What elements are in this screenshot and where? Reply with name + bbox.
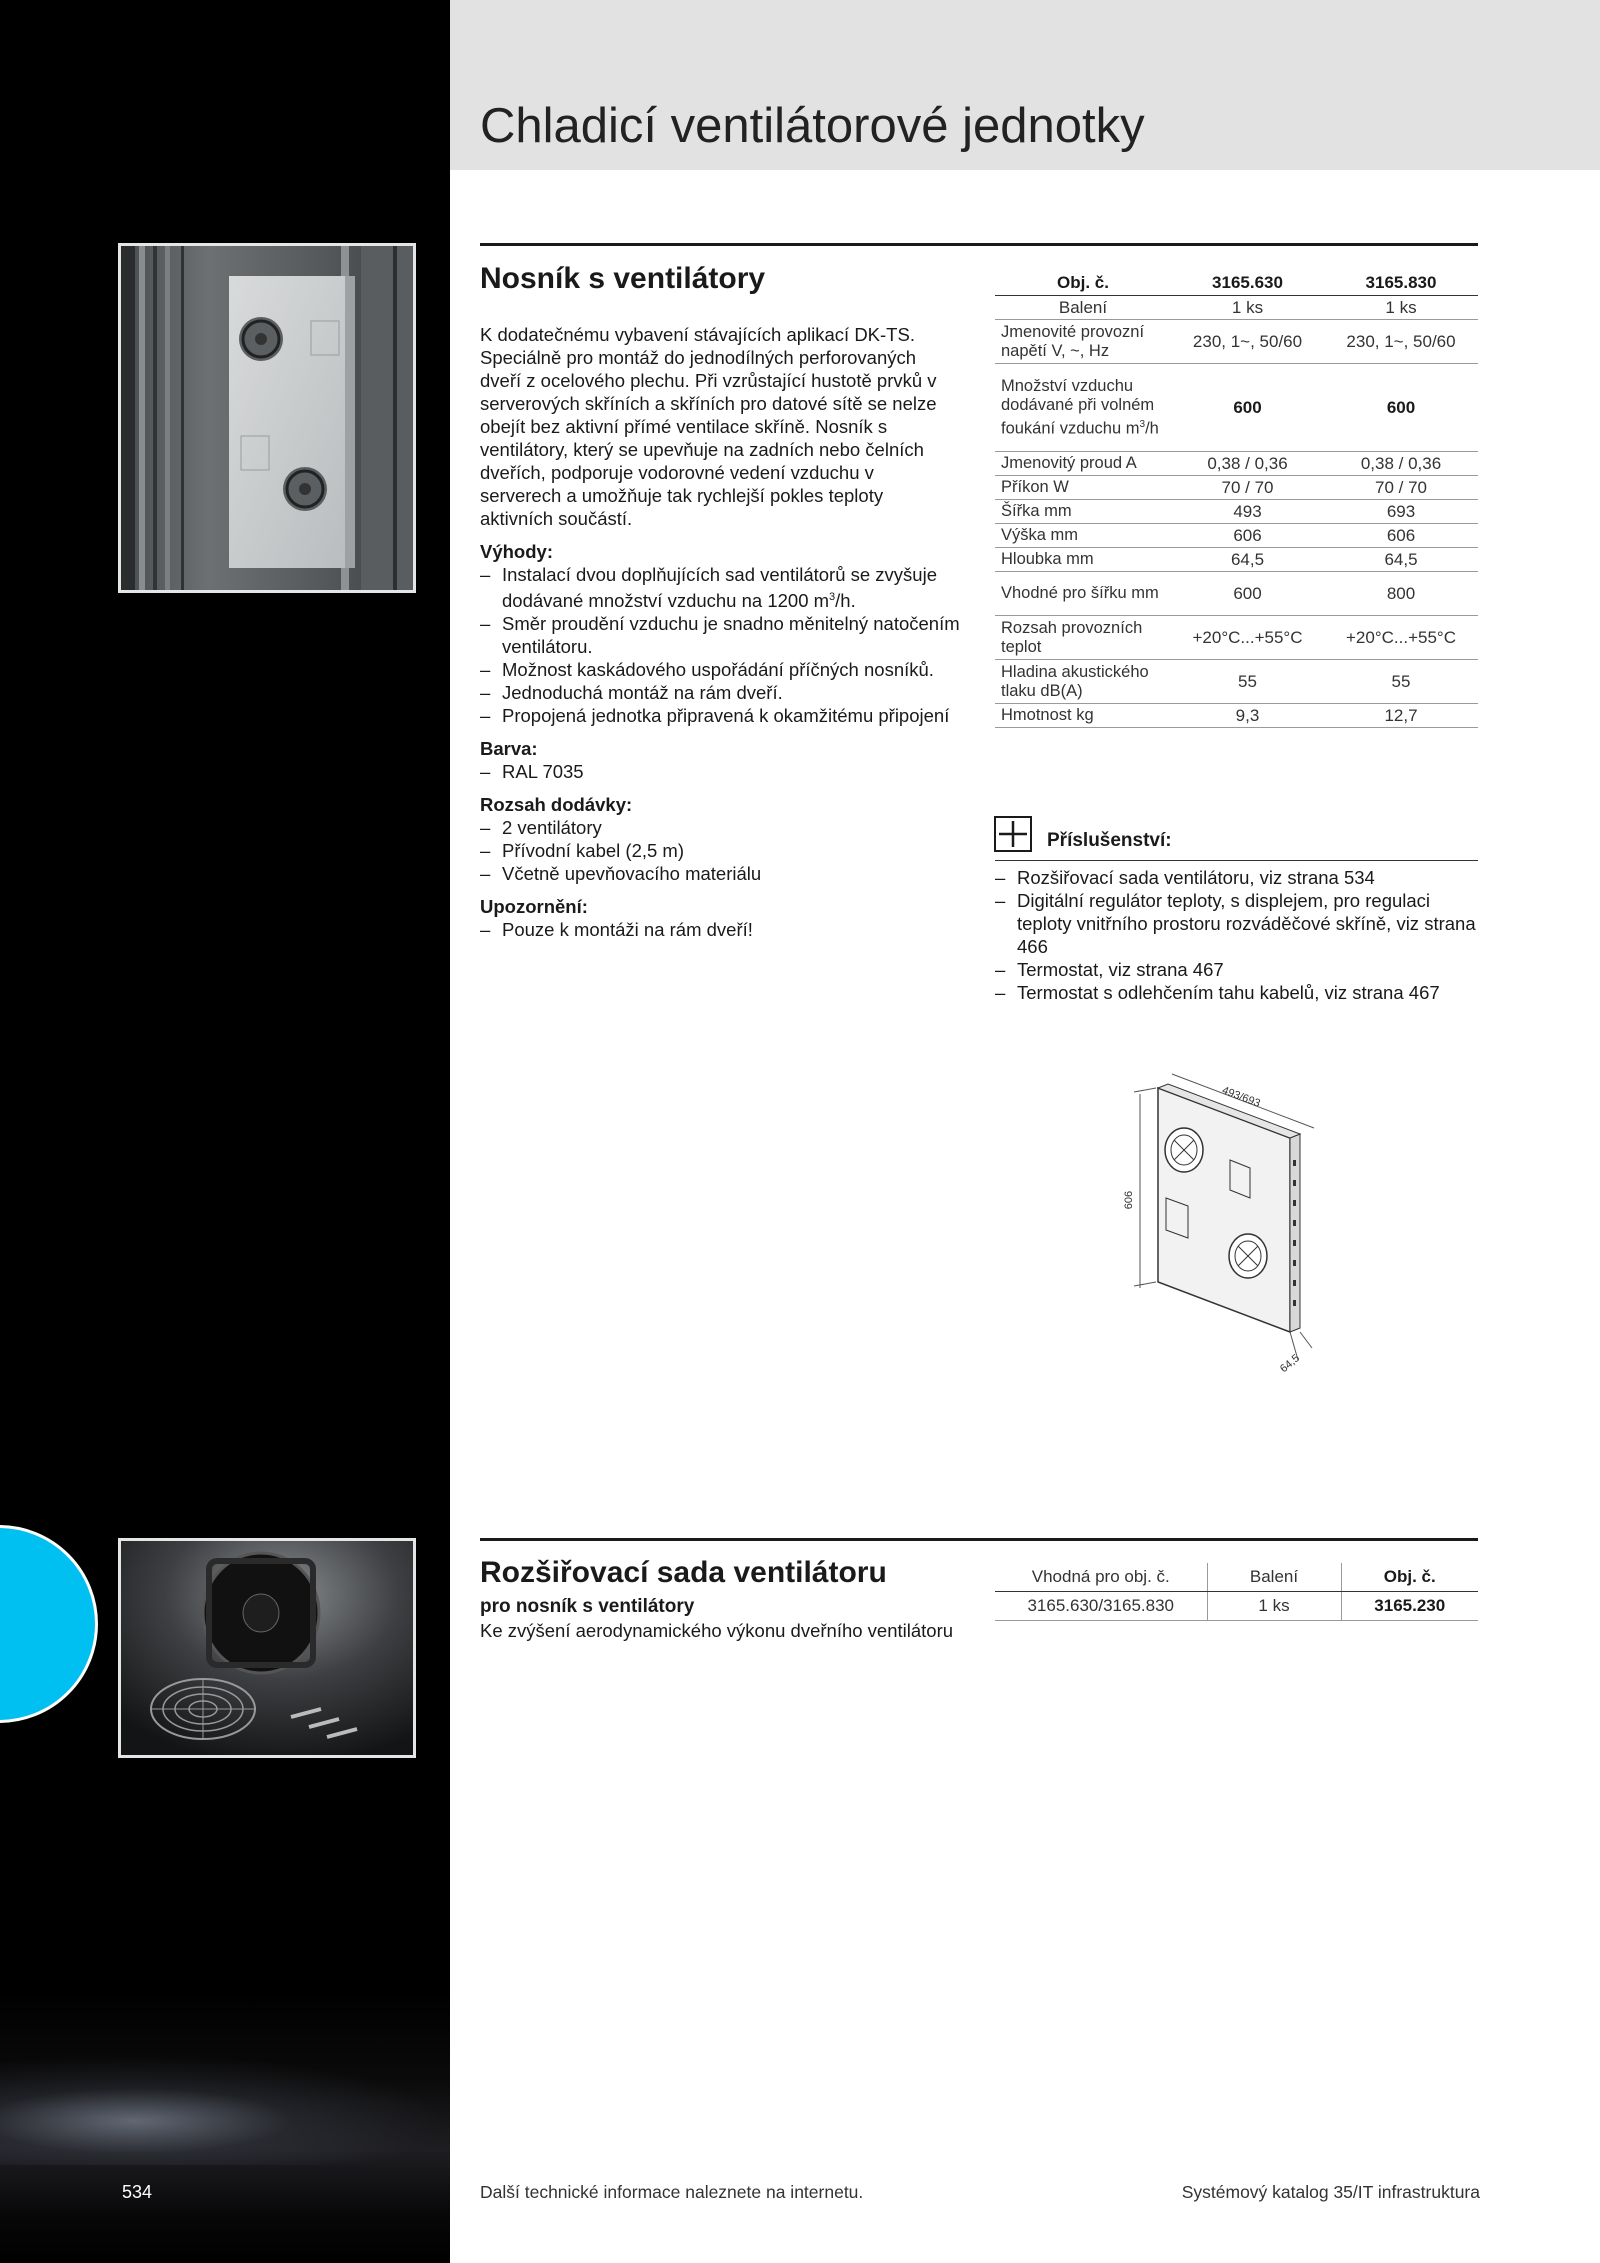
fan-kit-illustration bbox=[121, 1541, 413, 1755]
spec-row bbox=[995, 704, 1478, 728]
row-label: Množství vzduchu dodávané při volném foukání vzduchu $m^3/h$ bbox=[995, 364, 1171, 452]
row-value: 55 bbox=[1324, 660, 1478, 704]
advantage-item: – Jednoduchá montáž na rám dveří. bbox=[480, 681, 960, 704]
delivery-title: Rozsah dodávky: bbox=[480, 794, 633, 816]
row-cell: 3165.630/3165.830 bbox=[995, 1592, 1207, 1621]
accessory-item: – Termostat, viz strana 467 bbox=[995, 958, 1485, 981]
sidebar-glow bbox=[0, 2055, 450, 2165]
spec-row bbox=[995, 320, 1478, 364]
row-value: 1 ks bbox=[1324, 296, 1478, 320]
product2-subheading: pro nosník s ventilátory bbox=[480, 1596, 695, 1617]
header-cell: Obj. č. bbox=[1341, 1563, 1478, 1592]
note-item: – Pouze k montáži na rám dveří! bbox=[480, 918, 960, 941]
header-cell: Obj. č. bbox=[995, 270, 1171, 296]
accessories-title: Příslušenství: bbox=[1047, 830, 1172, 851]
row-value: 600 bbox=[1171, 364, 1324, 452]
row-value: 230, 1~, 50/60 bbox=[1171, 320, 1324, 364]
advantage-item: – Instalací dvou doplňujících sad ventilátorů se zvyšuje dodávané množství vzduchu na 1200 $m^3/h$. bbox=[480, 563, 960, 612]
row-label: Jmenovité provozní napětí V, ~, Hz bbox=[995, 320, 1171, 364]
product2-heading: Rozšiřovací sada ventilátoru bbox=[480, 1556, 887, 1589]
row-label: Hladina akustického tlaku dB(A) bbox=[995, 660, 1171, 704]
accessories-rule bbox=[995, 860, 1478, 861]
advantage-item: – Směr proudění vzduchu je snadno měnitelný natočením ventilátoru. bbox=[480, 612, 960, 658]
technical-drawing bbox=[1100, 1070, 1340, 1390]
spec-row bbox=[995, 500, 1478, 524]
row-value: 0,38 / 0,36 bbox=[1324, 452, 1478, 476]
row-value: 693 bbox=[1324, 500, 1478, 524]
header-cell: 3165.830 bbox=[1324, 270, 1478, 296]
spec-row bbox=[995, 572, 1478, 616]
order-table-header bbox=[995, 1563, 1478, 1592]
row-value: 600 bbox=[1324, 364, 1478, 452]
product-heading: Nosník s ventilátory bbox=[480, 262, 766, 295]
row-value: 800 bbox=[1324, 572, 1478, 616]
row-label: Příkon W bbox=[995, 476, 1171, 500]
row-value: 64,5 bbox=[1324, 548, 1478, 572]
row-value: 64,5 bbox=[1171, 548, 1324, 572]
accessory-item: – Digitální regulátor teploty, s displejem, pro regulaci teploty vnitřního prostoru rozváděčové skříně, viz strana 466 bbox=[995, 889, 1485, 958]
fan-kit-photo bbox=[118, 1538, 416, 1758]
plus-icon bbox=[994, 816, 1032, 852]
header-cell: 3165.630 bbox=[1171, 270, 1324, 296]
spec-row bbox=[995, 616, 1478, 660]
row-cell: 3165.230 bbox=[1341, 1592, 1478, 1621]
row-value: 70 / 70 bbox=[1324, 476, 1478, 500]
delivery-item: – Přívodní kabel (2,5 m) bbox=[480, 839, 960, 862]
product-description: K dodatečnému vybavení stávajících aplikací DK-TS. Speciálně pro montáž do jednodílných perforovaných dveří z ocelového plechu. Při vzrůstající hustotě prvků v serverových skříních a skříních pro datové sítě se nelze obejít bez aktivní přímé ventilace skříně. Nosník s ventilátory, který se upevňuje na zadních nebo čelních dveřích, podporuje vodorovné vedení vzduchu v serverech a umožňuje tak rychlejší pokles teploty aktivních součástí. bbox=[480, 324, 937, 529]
row-label: Hloubka mm bbox=[995, 548, 1171, 572]
row-value: 230, 1~, 50/60 bbox=[1324, 320, 1478, 364]
spec-row bbox=[995, 660, 1478, 704]
row-label: Šířka mm bbox=[995, 500, 1171, 524]
header-cell: Balení bbox=[1207, 1563, 1341, 1592]
advantage-item: – Možnost kaskádového uspořádání příčných nosníků. bbox=[480, 658, 960, 681]
advantages-title: Výhody: bbox=[480, 541, 553, 562]
row-value: +20°C...+55°C bbox=[1171, 616, 1324, 660]
fan-bar-illustration bbox=[121, 246, 413, 590]
row-value: 70 / 70 bbox=[1171, 476, 1324, 500]
spec-row bbox=[995, 548, 1478, 572]
color-title: Barva: bbox=[480, 738, 538, 760]
accessories-list bbox=[995, 866, 1485, 1004]
row-value: 493 bbox=[1171, 500, 1324, 524]
row-value: 1 ks bbox=[1171, 296, 1324, 320]
row-label: Jmenovitý proud A bbox=[995, 452, 1171, 476]
page-title: Chladicí ventilátorové jednotky bbox=[480, 99, 1145, 153]
row-value: 0,38 / 0,36 bbox=[1171, 452, 1324, 476]
section-rule-1 bbox=[480, 243, 1478, 246]
order-table-row bbox=[995, 1592, 1478, 1621]
row-value: 606 bbox=[1171, 524, 1324, 548]
width-dimension-label: 493/693 bbox=[1220, 1084, 1262, 1110]
note-title: Upozornění: bbox=[480, 896, 588, 918]
row-value: 12,7 bbox=[1324, 704, 1478, 728]
footer-note: Další technické informace naleznete na internetu. bbox=[480, 2182, 864, 2202]
spec-row bbox=[995, 524, 1478, 548]
footer-catalog: Systémový katalog 35/IT infrastruktura bbox=[1181, 2182, 1480, 2202]
delivery-item: – Včetně upevňovacího materiálu bbox=[480, 862, 960, 885]
delivery-item: – 2 ventilátory bbox=[480, 816, 960, 839]
spec-row bbox=[995, 364, 1478, 452]
row-value: 9,3 bbox=[1171, 704, 1324, 728]
spec-row bbox=[995, 452, 1478, 476]
row-value: 55 bbox=[1171, 660, 1324, 704]
spec-table bbox=[995, 270, 1478, 728]
row-cell: 1 ks bbox=[1207, 1592, 1341, 1621]
advantage-item: – Propojená jednotka připravená k okamžitému připojení bbox=[480, 704, 960, 727]
height-dimension-label: 606 bbox=[1123, 1190, 1135, 1210]
spec-table-header bbox=[995, 270, 1478, 296]
accessory-item: – Rozšiřovací sada ventilátoru, viz strana 534 bbox=[995, 866, 1485, 889]
depth-dimension-label: 64,5 bbox=[1278, 1352, 1303, 1376]
product2-order-table bbox=[995, 1563, 1478, 1621]
page-number: 534 bbox=[122, 2182, 153, 2202]
row-value: 600 bbox=[1171, 572, 1324, 616]
row-label: Rozsah provozních teplot bbox=[995, 616, 1171, 660]
accessory-item: – Termostat s odlehčením tahu kabelů, viz strana 467 bbox=[995, 981, 1485, 1004]
row-label: Hmotnost kg bbox=[995, 704, 1171, 728]
row-value: +20°C...+55°C bbox=[1324, 616, 1478, 660]
row-label: Balení bbox=[995, 296, 1171, 320]
row-value: 606 bbox=[1324, 524, 1478, 548]
header-cell: Vhodná pro obj. č. bbox=[995, 1563, 1207, 1592]
color-item: – RAL 7035 bbox=[480, 760, 960, 783]
spec-row bbox=[995, 476, 1478, 500]
product2-description: Ke zvýšení aerodynamického výkonu dveřního ventilátoru bbox=[480, 1620, 954, 1641]
product-description-block bbox=[480, 323, 960, 941]
fan-bar-photo bbox=[118, 243, 416, 593]
spec-row bbox=[995, 296, 1478, 320]
row-label: Vhodné pro šířku mm bbox=[995, 572, 1171, 616]
row-label: Výška mm bbox=[995, 524, 1171, 548]
section-rule-2 bbox=[480, 1538, 1478, 1541]
